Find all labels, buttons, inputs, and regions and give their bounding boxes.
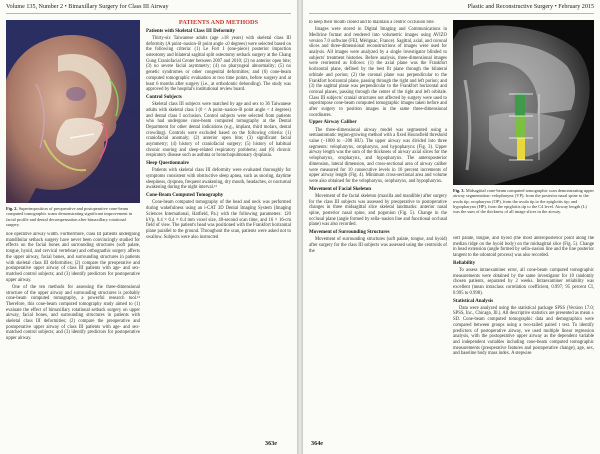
subheading: Upper Airway Caliber: [309, 120, 357, 126]
hypopharynx-segment: [517, 138, 525, 160]
figure-2-caption: [6, 206, 140, 227]
figure-3-airway-segmentation: [453, 20, 594, 185]
figure-2-ct-superimposition: [6, 20, 140, 203]
right-header-rule: [309, 13, 594, 14]
paragraph: to keep their mouth closed and to maintain a centric occlusion bite.: [309, 20, 435, 25]
paragraph: Cone-beam computed tomography of the head and neck was performed during wakefulness using an i-CAT 3D Dental Imaging System (Imaging Sciences International, Hatfield, Pa.) with the following parameters: 120 kVp, 0.4 × 0.4 × 0.4 mm voxel size, 40-second scan time, and 16 × 16-cm field of view. The patient's head was positioned with the Frankfort horizontal plane parallel to the ground. Throughout the scan, patients were asked not to swallow. Subjects were also instructed: [146, 200, 291, 240]
right-col1: [309, 20, 447, 435]
figure-2-label: Fig. 2.: [6, 206, 18, 211]
subheading: Patients with Skeletal Class III Deformity: [146, 28, 236, 34]
section-title-patients-methods: PATIENTS AND METHODS: [178, 20, 259, 26]
right-page-number: 364e: [311, 440, 324, 447]
right-running-header: Plastic and Reconstructive Surgery • February 2015: [467, 4, 594, 10]
paragraph: Patients with skeletal class III deformity were evaluated thoroughly for symptoms consistent with obstructive sleep apnea, such as snoring, daytime sleepiness, dyspnea, frequent awakening, dry mouth, headaches, or nocturnal awakening during the night interval.¹³: [146, 168, 291, 191]
left-col2: [146, 20, 291, 435]
paragraph: soft palate, tongue, and hyoid (the most anteroposterior point along the median ridge on the hyoid body) on the midsagittal slice (Fig. 5). Change in head extension (angle formed by sella–nasion line and the line posterior tangent to the odontoid process) was also recorded.: [453, 236, 594, 259]
right-page: [303, 0, 600, 454]
left-page-number: 363e: [265, 440, 278, 447]
figure-2-caption-text: Superimposition of preoperative and postoperative cone-beam computed tomographic scans demonstrating significant improvement in facial profile and dental decompensation after bimaxillary rotational surgery.: [6, 206, 133, 227]
oropharynx-segment: [516, 116, 525, 138]
paragraph: To assess intraexaminer error, all cone-beam computed tomographic measurements were obtained by the same investigator for 10 randomly chosen patients, separated by 2 weeks. Intraexaminer reliability was excellent (mean intraclass correlation coefficient, 0.997; 95 percent CI, 0.995 to 0.998).: [453, 268, 594, 296]
left-col1-lower: [6, 232, 140, 434]
paragraph: Images were stored in Digital Imaging and Communications in Medicine format and rendered into volumetric images using AVIZO version 7.0 software (FEI, Mérignac, France). Sagittal, axial, and coronal slices and three-dimensional reconstructions of images were used for analysis. All images were analyzed by a single investigator blinded to subjects' treatment histories. Before analysis, three-dimensional images were reoriented as follows: (1) the axial plane was the Frankfort horizontal plane, defined by the best fit plane through the bilateral orbitale and porion; (2) the coronal plane was perpendicular to the Frankfort horizontal plane, passing through the right and left porion; and (3) the sagittal plane was perpendicular to the Frankfort horizontal and coronal planes, passing through the center of the right and left orbitale. Class III subjects' cranial structures not affected by surgery were used to superimpose cone-beam computed tomographic images taken before and after surgery to position images in the same three-dimensional coordinates.: [309, 27, 447, 118]
left-page: [0, 0, 297, 454]
subheading: Reliability: [453, 260, 476, 266]
paragraph: One of the ten methods for assessing the three-dimensional structure of the upper airway and surrounding structures is probably cone-beam computed tomography, a powerful research tool.¹² Therefore, this cone-beam computed tomography study aimed to (1) evaluate the effect of bimaxillary rotational setback surgery on upper airway, facial bones, and surrounding structures in patients with skeletal class III deformities; (2) compare the preoperative and postoperative upper airway of class III patients with age- and sex-matched control subjects; and (3) identify predictors for postoperative upper airway.: [6, 284, 140, 342]
figure-3-caption-text: Midsagittal cone-beam computed tomographic scan demonstrating upper airway segmentation: velopharynx (VP), from the posterior nasal spine to the uvula tip; oropharynx (OP), from the uvula tip to the epiglottis tip; and hypopharynx (HP), from the epiglottis tip to the C4 level. Airway length (L) was the sum of the thickness of all image slices in the airway.: [453, 188, 594, 215]
right-col2-lower: [453, 236, 594, 435]
paragraph: The three-dimensional airway model was segmented using a semiautomatic region-growing method with a fixed Hounsfield threshold value (−1000 to −200 HU). The upper airway was divided into three segments: velopharynx, oropharynx, and hypopharynx (Fig. 3). Upper airway length was the sum of the thickness of airway axial slices for the velopharynx, oropharynx, and hypopharynx. The anteroposterior dimension, lateral dimension, and cross-sectional area of airway caliber were measured for 10 consecutive levels in 10 percent increments of upper airway length (Fig. 4). Minimum cross-sectional area and volume were also obtained for the velopharynx, oropharynx, and hypopharynx.: [309, 127, 447, 184]
subheading: Control Subjects: [146, 94, 182, 100]
paragraph: Movement of the facial skeleton (maxilla and mandible) after surgery for the class III subjects was assessed by preoperative to postoperative changes in three midsagittal slice skeletal landmarks: anterior nasal spine, posterior nasal spine, and pogonion (Fig. 5). Change in the occlusal plane (angle formed by sella–nasion line and functional occlusal plane) was also recorded.: [309, 193, 447, 228]
velopharynx-segment: [515, 94, 525, 116]
subheading: Statistical Analysis: [453, 298, 494, 304]
figure-3-label: Fig. 3.: [453, 188, 465, 193]
paragraph: Data were analyzed using the statistical package SPSS (Version 17.0; SPSS, Inc., Chicago, Ill.). All descriptive statistics are presented as mean ± SD. Cone-beam computed tomographic data and demographics were compared between groups using a two-tailed paired t test. To identify predictors of postoperative airway, we used multiple linear regression analysis, with the postoperative upper airway as the dependent variable and independent variables including cone-beam computed tomographic measurements (preoperative features and postoperative change), age, sex, and baseline body mass index. A stepwise: [453, 305, 594, 357]
subheading: Movement of Facial Skeleton: [309, 186, 372, 192]
figure-3-caption: [453, 188, 594, 214]
subheading: Movement of Surrounding Structures: [309, 230, 390, 236]
paragraph: Movement of surrounding structures (soft palate, tongue, and hyoid) after surgery for the class III subjects was assessed using the centroids of the: [309, 237, 447, 254]
subheading: Sleep Questionnaire: [146, 161, 189, 167]
left-running-header: Volume 135, Number 2 • Bimaxillary Surgery for Class III Airway: [6, 4, 169, 10]
paragraph: Thirty-six Taiwanese adults (age ≥18 years) with skeletal class III deformity (A point–nasion–B point angle ≤0 degrees) were selected based on the following criteria: (1) Le Fort I (one-piece) posterior impaction osteotomy and bilateral sagittal split osteotomy setback surgery at the Chang Gung Craniofacial Center between 2007 and 2010; (2) no anterior open bite; (3) no severe facial asymmetry; (4) no pharyngeal abnormality; (5) no genetic syndromes or other congenital deformities; and (6) cone-beam computed tomographic evaluation at two time points, before surgery and at least 6 months after surgery (i.e., at orthodontic debonding). The study was approved by the hospital's institutional review board.: [146, 35, 291, 93]
paragraph: Skeletal class III subjects were matched by age and sex to 36 Taiwanese adults with skeletal class I (0 < A point–nasion–B point angle < 4 degrees) and dental class I occlusion. Control subjects were selected from patients who had undergone cone-beam computed tomography at the Dental Department for other dental indications (e.g., implant, third molars, dental crowding). Controls were excluded based on the following criteria: (1) craniofacial anomaly; (2) anterior open bite; (3) significant facial asymmetry; (4) history of craniofacial surgery; (5) history of habitual chronic snoring and sleep-related respiratory problems; and (6) chronic respiratory disease such as asthma or bronchopulmonary dysplasia.: [146, 102, 291, 159]
paragraph: noe operative airway width. Furthermore, class III patients undergoing mandibular setback surgery have never been convincingly studied for effects on the facial bones and surrounding structures (soft palate, tongue, hyoid, and cervical vertebrae) and orthognathic surgery affects the upper airway, facial bones, and surrounding structures in patients with skeletal class III deformities; (2) compare the preoperative and postoperative upper airway of class III patients with age- and sex-matched control subjects; and (3) identify predictors for postoperative upper airway.: [6, 232, 140, 283]
left-header-rule: [6, 13, 291, 14]
subheading: Cone-Beam Computed Tomography: [146, 193, 224, 199]
